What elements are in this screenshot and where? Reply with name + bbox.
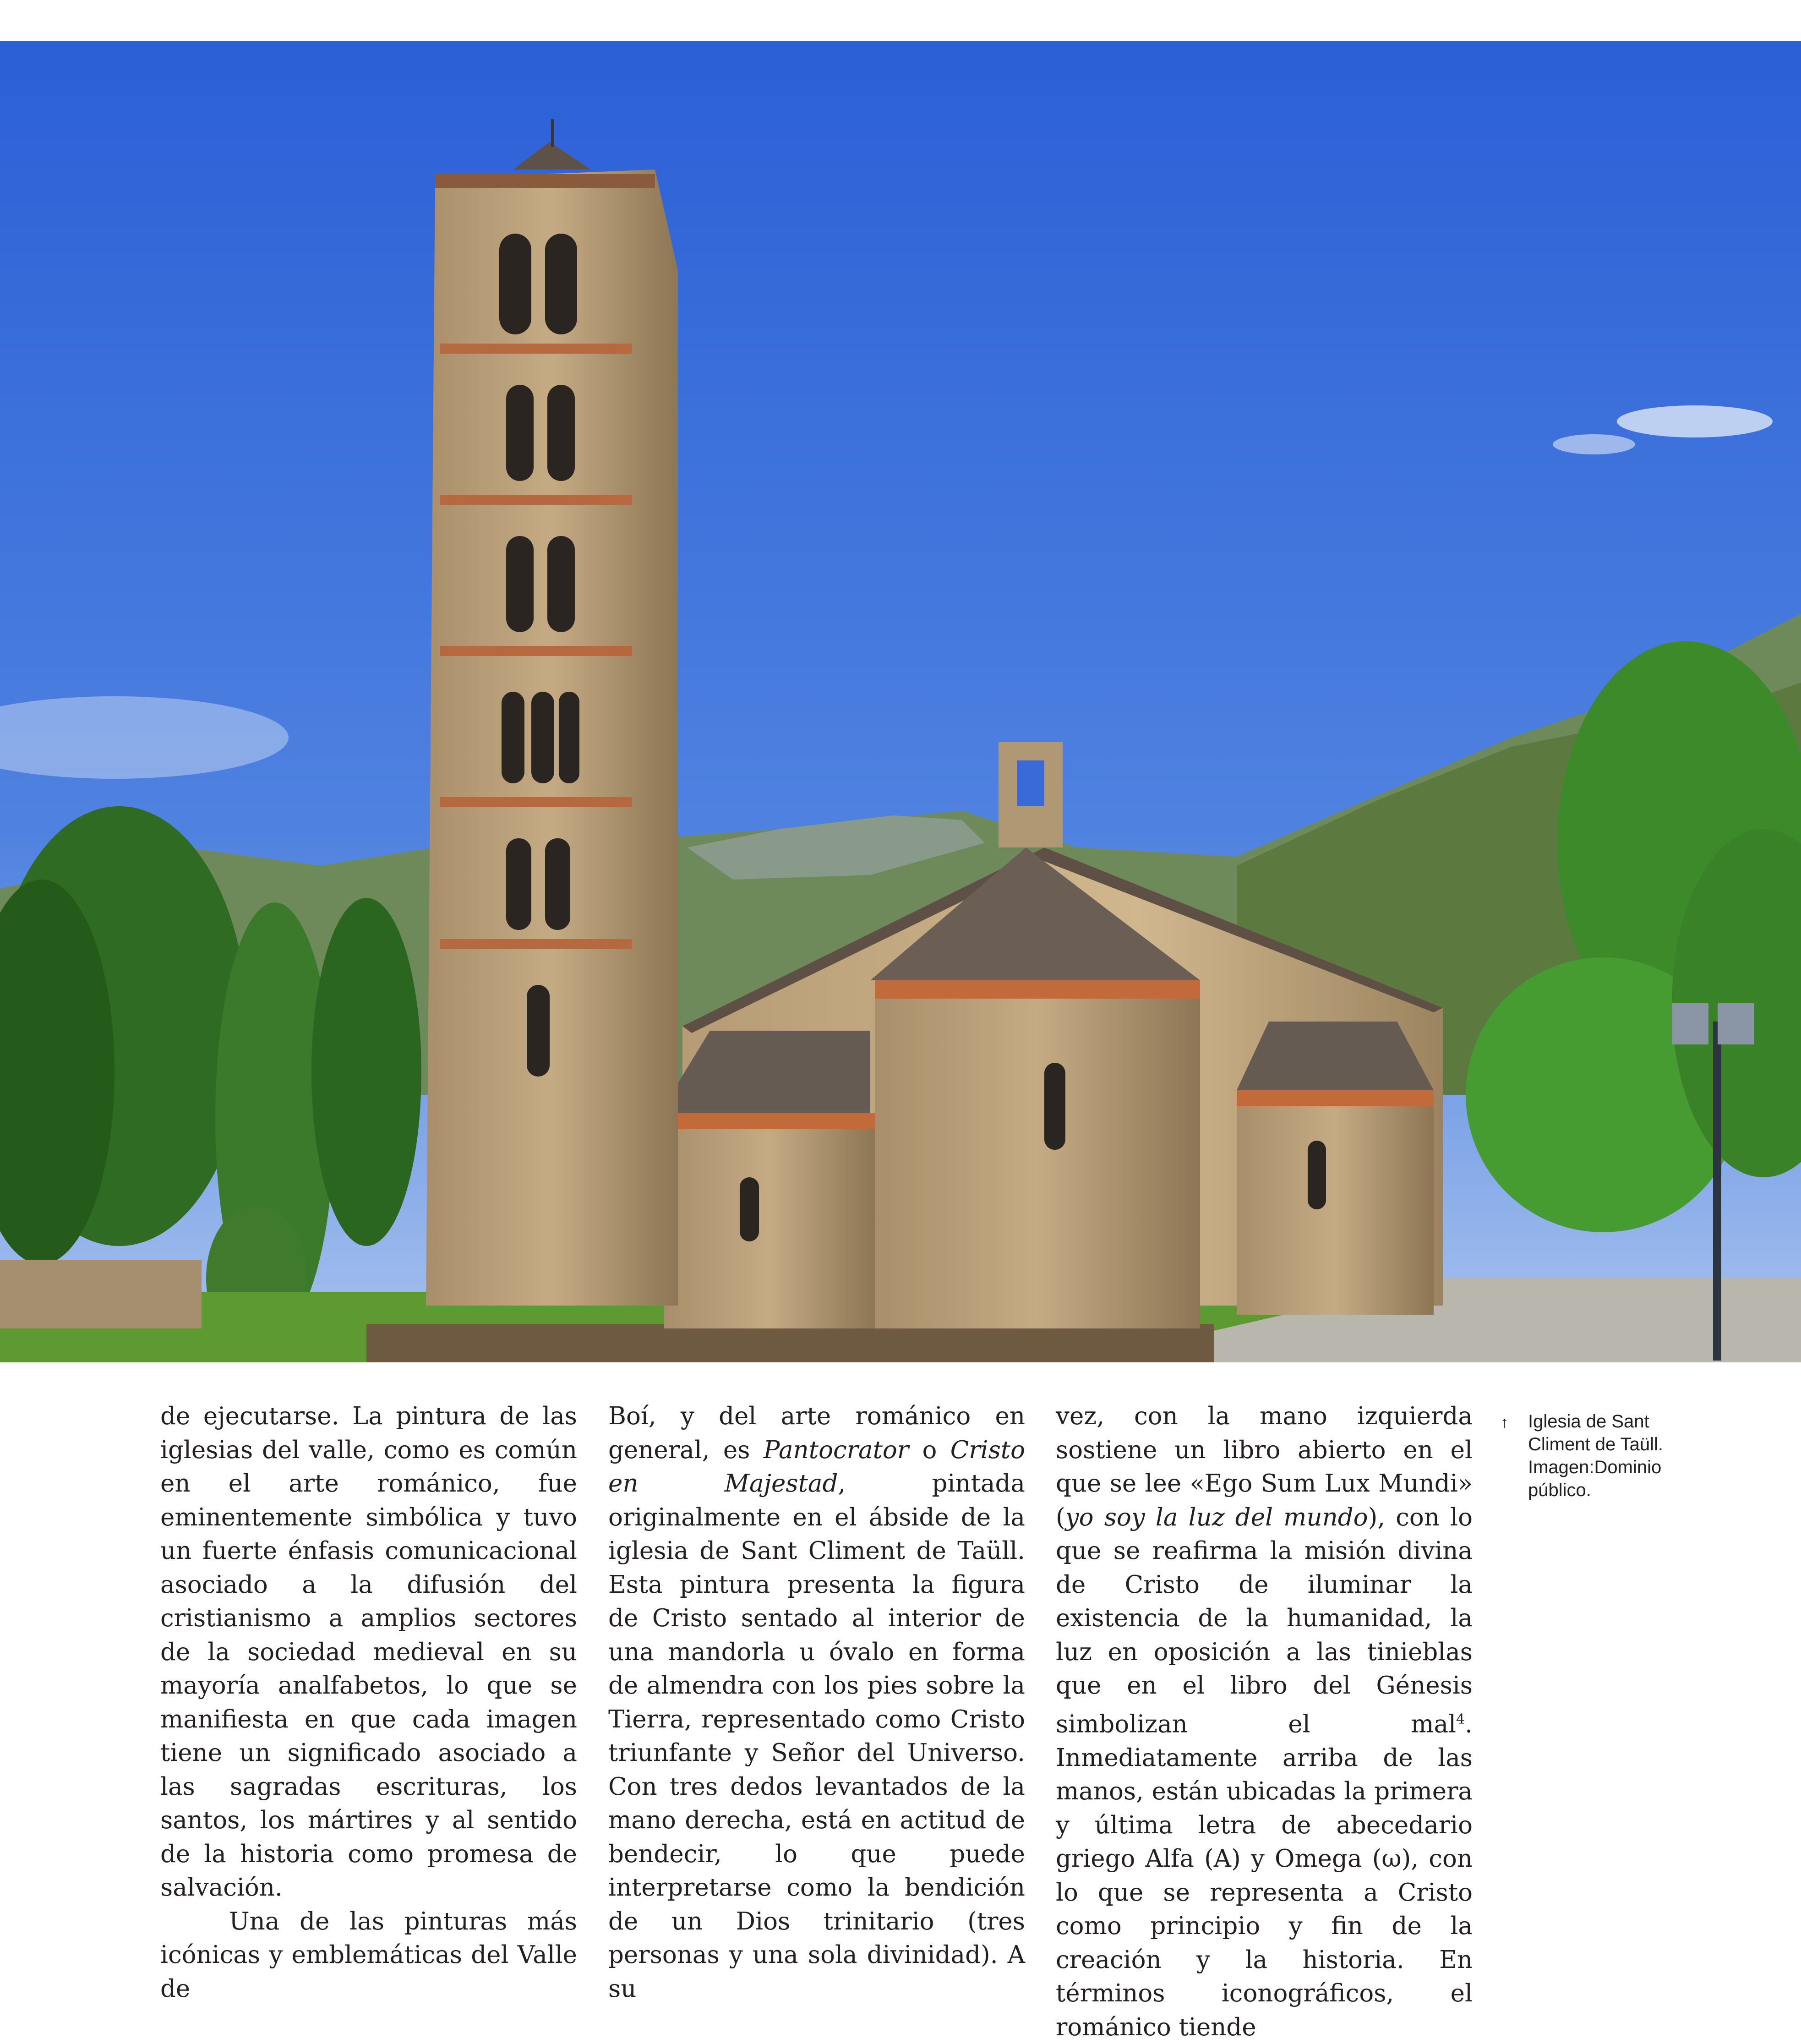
text-run: o [909, 1436, 950, 1464]
footnote-ref: 4 [1456, 1711, 1465, 1727]
paragraph [608, 1399, 1025, 2006]
text-run: Boí, y del arte románico en general, es [608, 1402, 1025, 1464]
church-photo [0, 41, 1801, 1362]
text-column-1 [160, 1399, 577, 2006]
text-run: , pintada originalmente en el ábside de la iglesia de Sant Climent de Taüll. Esta pintura presenta la figura de Cristo sentado al interior de una mandorla u óvalo en forma de almendra con los pies sobre la Tierra, representado como Cristo triunfante y Señor del Universo. Con tres dedos levantados de la mano derecha, está en actitud de bendecir, lo que puede interpretarse como la bendición de un Dios trinitario (tres personas y una sola divinidad). A su [608, 1470, 1025, 2003]
text-column-3 [1056, 1399, 1473, 2044]
caption-line: Climent de Taüll. [1528, 1434, 1663, 1454]
caption-line: Iglesia de Sant [1528, 1411, 1649, 1432]
caption-line: público. [1528, 1480, 1591, 1500]
text-run: . Inmediatamente arriba de las manos, están ubicadas la primera y última letra de abecedario griego Alfa (A) y Omega (ω), con lo que se representa a Cristo como principio y fin de la creación y la historia. En términos iconográficos, el románico tiende [1056, 1710, 1473, 2041]
paragraph: Una de las pinturas más icónicas y emblemáticas del Valle de [160, 1907, 577, 2003]
italic-title: Pantocrator [763, 1436, 909, 1464]
italic-quote: yo soy la luz del mundo [1065, 1503, 1368, 1531]
church-photo-illustration [0, 41, 1801, 1362]
caption-line: Imagen:Dominio [1528, 1457, 1662, 1477]
italic-title: Cristo en Majestad [608, 1436, 1025, 1497]
text-column-2 [608, 1399, 1025, 2006]
text-run: ), con lo que se reafirma la misión divina de Cristo de iluminar la existencia de la humanidad, la luz en oposición a las tinieblas que en el libro del Génesis simbolizan el mal [1056, 1503, 1473, 1738]
text-run: vez, con la mano izquierda sostiene un libro abierto en el que se lee «Ego Sum Lux Mundi» ( [1056, 1402, 1473, 1531]
arrow-up-icon: ↑ [1501, 1414, 1508, 1431]
paragraph [1056, 1399, 1473, 2044]
photo-caption [1501, 1410, 1693, 1502]
paragraph: de ejecutarse. La pintura de las iglesias del valle, como es común en el arte románico, fue eminentemente simbólica y tuvo un fuerte énfasis comunicacional asociado a la difusión del cristianismo a amplios sectores de la sociedad medieval en su mayoría analfabetos, lo que se manifiesta en que cada imagen tiene un significado asociado a las sagradas escrituras, los santos, los mártires y al sentido de la historia como promesa de salvación. [160, 1402, 577, 1902]
